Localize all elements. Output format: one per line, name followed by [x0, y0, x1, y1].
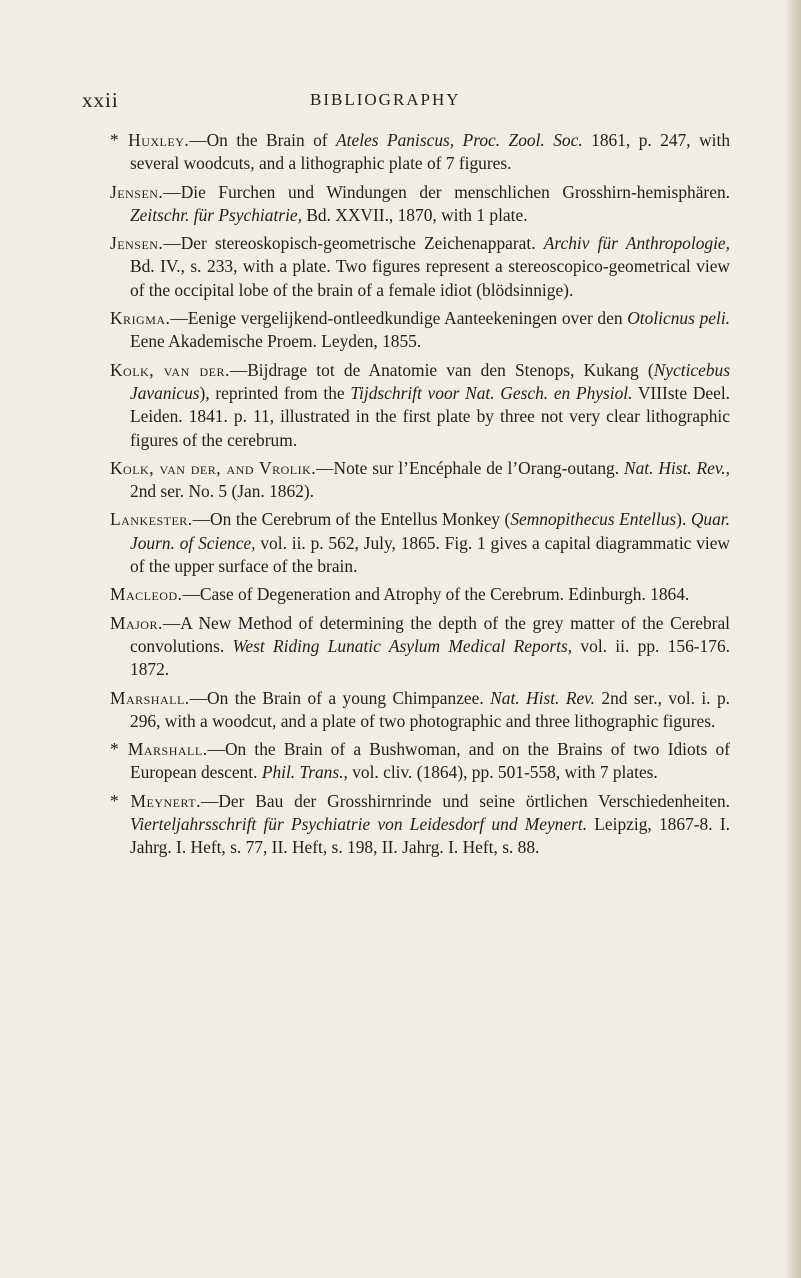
- entry-title-italic: Otolicnus peli.: [627, 308, 731, 329]
- entry-author: Lankester.: [110, 509, 193, 530]
- entry-text: —Case of Degeneration and Atrophy of the Cerebrum. Edinburgh. 1864.: [182, 584, 690, 605]
- entry-title-italic: Archiv für Anthropologie,: [543, 233, 730, 254]
- bibliography-entry: [110, 129, 730, 176]
- entry-title-italic: West Riding Lunatic Asylum Medical Reports,: [232, 635, 573, 656]
- entry-text: —On the Cerebrum of the Entellus Monkey (: [192, 509, 511, 530]
- entry-text: —Bijdrage tot de Anatomie van den Stenops, Kukang (: [229, 359, 654, 380]
- entry-text: —A New Method of determining the depth of the grey matter of the Cerebral convolutions.: [130, 612, 730, 656]
- entry-title-italic: Nat. Hist. Rev.: [490, 687, 595, 708]
- entry-author: * Meynert.: [110, 790, 201, 811]
- bibliography-list: [110, 129, 730, 865]
- bibliography-entry: [110, 687, 730, 734]
- entry-text: —Die Furchen und Windungen der menschlichen Grosshirn-hemisphären.: [163, 181, 730, 202]
- entry-title-italic: Ateles Paniscus, Proc. Zool. Soc.: [336, 130, 583, 150]
- entry-text: —On the Brain of a Bushwoman, and on the Brains of two Idiots of European descent.: [130, 739, 730, 783]
- entry-text: Eene Akademische Proem. Leyden, 1855.: [130, 331, 422, 352]
- entry-title-italic: Phil. Trans.,: [261, 762, 348, 783]
- entry-title-italic: Semnopithecus Entellus: [510, 509, 677, 530]
- bibliography-entry: [110, 359, 730, 452]
- entry-text: Bd. XXVII., 1870, with 1 plate.: [301, 204, 528, 225]
- bibliography-entry: [110, 612, 730, 682]
- entry-text: vol. cliv. (1864), pp. 501-558, with 7 plates.: [347, 762, 658, 783]
- entry-text: Bd. IV., s. 233, with a plate. Two figures represent a stereoscopico-geometrical view of the occipital lobe of the brain of a female idiot (blödsinnige).: [130, 256, 730, 300]
- running-head: BIBLIOGRAPHY: [310, 90, 461, 109]
- entry-author: * Huxley.: [110, 130, 190, 150]
- entry-text: —Der Bau der Grosshirnrinde und seine örtlichen Verschiedenheiten.: [200, 790, 731, 811]
- bibliography-entry: [110, 508, 730, 578]
- entry-title-italic: Zeitschr. für Psychiatrie,: [130, 204, 302, 225]
- page-edge: [787, 0, 801, 1278]
- entry-title-italic: Tijdschrift voor Nat. Gesch. en Physiol.: [350, 382, 633, 403]
- entry-author: Kolk, van der, and Vrolik.: [110, 457, 317, 478]
- entry-text: —Note sur l’Encéphale de l’Orang-outang.: [316, 457, 624, 478]
- page-header: [0, 88, 801, 114]
- entry-author: Kolk, van der.: [110, 359, 230, 380]
- entry-text: ), reprinted from the: [199, 382, 351, 403]
- entry-text: —Der stereoskopisch-geometrische Zeichenapparat.: [163, 233, 544, 254]
- entry-text: ).: [676, 509, 691, 530]
- entry-author: Major.: [110, 612, 163, 633]
- entry-text: —On the Brain of a young Chimpanzee.: [189, 687, 491, 708]
- bibliography-entry: [110, 457, 730, 504]
- entry-text: vol. ii. p. 562, July, 1865. Fig. 1 gives a capital diagrammatic view of the upper surface of the brain.: [130, 532, 730, 577]
- entry-text: vol. ii. pp. 156-176. 1872.: [130, 635, 730, 680]
- entry-text: 2nd ser. No. 5 (Jan. 1862).: [130, 481, 315, 502]
- entry-title-italic: Vierteljahrsschrift für Psychiatrie von Leidesdorf und Meynert.: [130, 814, 588, 835]
- entry-text: 2nd ser., vol. i. p. 296, with a woodcut, and a plate of two photographic and three lithographic figures.: [130, 687, 730, 731]
- entry-author: Jensen.: [110, 233, 164, 254]
- bibliography-entry: [110, 790, 730, 860]
- bibliography-entry: [110, 738, 730, 785]
- entry-text: 1861, p. 247, with several woodcuts, and a lithographic plate of 7 figures.: [130, 130, 731, 174]
- entry-text: —Eenige vergelijkend-ontleedkundige Aanteekeningen over den: [170, 308, 628, 329]
- entry-text: —On the Brain of: [189, 130, 337, 150]
- bibliography-entry: [110, 181, 730, 228]
- entry-title-italic: Quar. Journ. of Science,: [130, 509, 730, 553]
- bibliography-entry: [110, 232, 730, 302]
- entry-title-italic: Nycticebus Javanicus: [130, 359, 730, 403]
- entry-title-italic: Nat. Hist. Rev.,: [623, 457, 730, 478]
- entry-author: Marshall.: [110, 687, 190, 708]
- entry-author: Macleod.: [110, 584, 183, 605]
- bibliography-entry: [110, 583, 730, 606]
- page-number: xxii: [82, 88, 119, 112]
- entry-author: Jensen.: [110, 181, 164, 202]
- entry-text: VIIIste Deel. Leiden. 1841. p. 11, illustrated in the first plate by three not very clear lithographic figures of the cerebrum.: [130, 382, 730, 450]
- entry-author: Krigma.: [110, 308, 171, 329]
- entry-text: Leipzig, 1867-8. I. Jahrg. I. Heft, s. 77, II. Heft, s. 198, II. Jahrg. I. Heft, s. 88.: [130, 814, 730, 858]
- bibliography-entry: [110, 307, 730, 354]
- entry-author: * Marshall.: [110, 739, 208, 760]
